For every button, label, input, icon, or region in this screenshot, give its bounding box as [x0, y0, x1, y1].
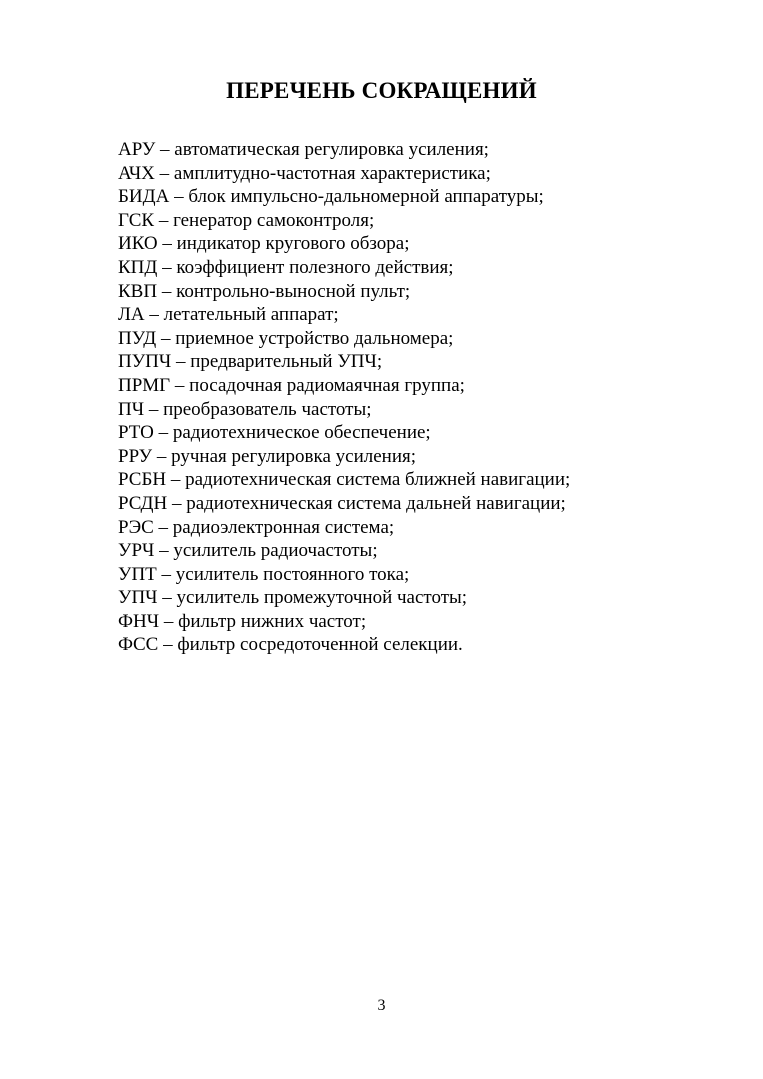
abbreviation-item: ПЧ – преобразователь частоты;: [118, 398, 372, 420]
abbreviation-item: ИКО – индикатор кругового обзора;: [118, 233, 410, 255]
abbreviation-item: ФСС – фильтр сосредоточенной селекции.: [118, 634, 463, 656]
abbreviation-item: РЭС – радиоэлектронная система;: [118, 516, 395, 538]
abbreviation-item: РСБН – радиотехническая система ближней навигации;: [118, 469, 571, 491]
abbreviation-item: ФНЧ – фильтр нижних частот;: [118, 610, 367, 632]
page-number: 3: [377, 997, 386, 1014]
abbreviation-item: ПРМГ – посадочная радиомаячная группа;: [118, 374, 465, 396]
abbreviation-item: УРЧ – усилитель радиочастоты;: [118, 540, 378, 562]
abbreviation-item: ПУД – приемное устройство дальномера;: [118, 327, 454, 349]
abbreviation-item: УПТ – усилитель постоянного тока;: [118, 563, 410, 585]
abbreviation-item: АРУ – автоматическая регулировка усиления;: [118, 139, 489, 160]
abbreviation-item: РСДН – радиотехническая система дальней навигации;: [118, 492, 566, 514]
page-title: ПЕРЕЧЕНЬ СОКРАЩЕНИЙ: [226, 78, 537, 103]
abbreviation-item: РРУ – ручная регулировка усиления;: [118, 445, 417, 467]
abbreviation-item: ПУПЧ – предварительный УПЧ;: [118, 351, 383, 373]
abbreviation-list: [118, 138, 738, 657]
abbreviation-item: КВП – контрольно-выносной пульт;: [118, 280, 411, 302]
abbreviation-item: ГСК – генератор самоконтроля;: [118, 209, 375, 231]
abbreviation-item: УПЧ – усилитель промежуточной частоты;: [118, 587, 468, 609]
abbreviation-item: БИДА – блок импульсно-дальномерной аппаратуры;: [118, 186, 544, 208]
abbreviation-item: ЛА – летательный аппарат;: [118, 304, 339, 326]
abbreviation-item: КПД – коэффициент полезного действия;: [118, 256, 454, 278]
abbreviation-item: РТО – радиотехническое обеспечение;: [118, 422, 431, 444]
abbreviation-item: АЧХ – амплитудно-частотная характеристика;: [118, 162, 491, 184]
